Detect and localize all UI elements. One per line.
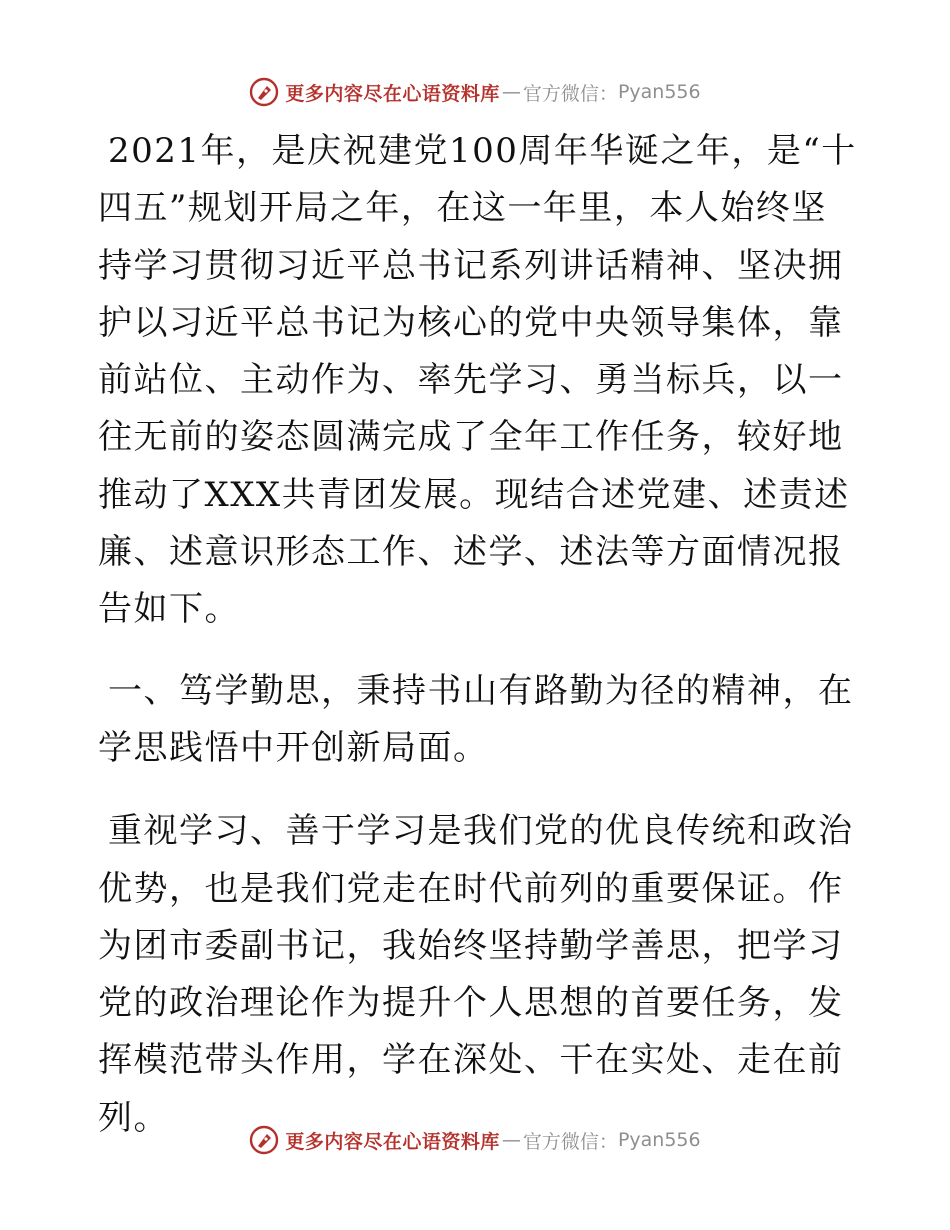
watermark-brand-text: 更多内容尽在心语资料库 [285, 82, 500, 105]
watermark-dash: — [501, 1129, 521, 1151]
watermark-contact-id: Pyan556 [617, 81, 701, 103]
paragraph-intro: 2021年，是庆祝建党100周年华诞之年，是“十四五”规划开局之年，在这一年里，本人始终坚持学习贯彻习近平总书记系列讲话精神、坚决拥护以习近平总书记为核心的党中央领导集体，靠前站位、主动作为、率先学习、勇当标兵，以一往无前的姿态圆满完成了全年工作任务，较好地推动了XXX共青团发展。现结合述党建、述责述廉、述意识形态工作、述学、述法等方面情况报告如下。 [98, 131, 857, 630]
pen-nib-circle-icon [249, 1125, 279, 1155]
section-heading-one: 一、笃学勤思，秉持书山有路勤为径的精神，在学思践悟中开创新局面。 [98, 670, 854, 768]
watermark-dash: — [501, 81, 521, 103]
footer-watermark [0, 1120, 950, 1160]
header-watermark [0, 72, 950, 112]
watermark-contact-label: 官方微信： [522, 1130, 618, 1153]
paragraph-study: 重视学习、善于学习是我们党的优良传统和政治优势，也是我们党走在时代前列的重要保证。作为团市委副书记，我始终坚持勤学善思，把学习党的政治理论作为提升个人思想的首要任务，发挥模范带头作用，学在深处、干在实处、走在前列。 [98, 811, 854, 1138]
pen-nib-circle-icon [249, 77, 279, 107]
document-body [98, 123, 858, 1169]
watermark-contact-label: 官方微信： [522, 82, 618, 105]
watermark-contact-id: Pyan556 [617, 1129, 701, 1151]
watermark-brand-text: 更多内容尽在心语资料库 [285, 1130, 500, 1153]
